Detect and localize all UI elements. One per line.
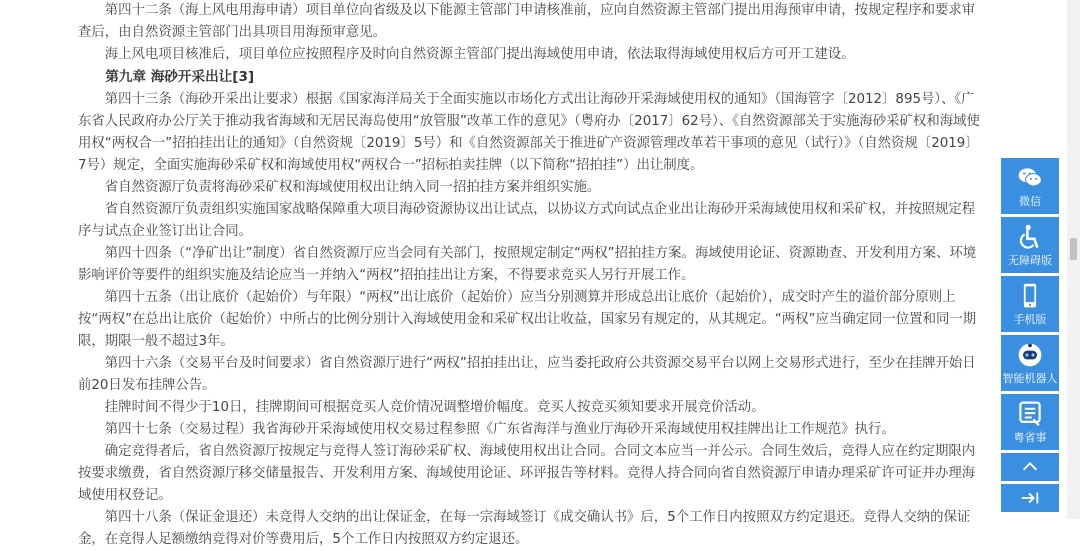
- side-toolbar: [1001, 158, 1059, 515]
- article-paragraph: 海上风电项目核准后，项目单位应按照程序及时向自然资源主管部门提出海域使用申请，依法取得海域使用权后方可开工建设。: [104, 47, 855, 62]
- robot-button[interactable]: [1001, 335, 1059, 391]
- mobile-label: 手机版: [1013, 313, 1047, 326]
- article-paragraph: 第四十八条（保证金退还）未竞得人交纳的出让保证金，在每一宗海域签订《成交确认书》后，5个工作日内按照双方约定退还。竞得人交纳的保证金，在竞得人足额缴纳竞得对价等费用后，5个工作日内按照双方约定退还。: [78, 510, 971, 547]
- scrollbar[interactable]: [1067, 0, 1080, 519]
- arrow-right-bar-icon: [1019, 487, 1041, 509]
- wechat-icon: [1016, 164, 1044, 192]
- robot-icon: [1016, 341, 1044, 369]
- article-paragraph: 第四十七条（交易过程）我省海砂开采海域使用权交易过程参照《广东省海洋与渔业厅海砂开采海域使用权挂牌出让工作规范》执行。: [104, 422, 895, 437]
- yueshengshi-icon: [1016, 400, 1044, 428]
- accessibility-button[interactable]: [1001, 217, 1059, 273]
- scroll-top-button[interactable]: [1001, 453, 1059, 481]
- wechat-label: 微信: [1019, 195, 1041, 208]
- article-paragraph: 确定竞得者后，省自然资源厅按规定与竞得人签订海砂采矿权、海域使用权出让合同。合同文本应当一并公示。合同生效后，竞得人应在约定期限内按要求缴费，省自然资源厅移交储量报告、开发利用方案、海域使用论证、环评报告等材料。竞得人持合同向省自然资源厅申请办理采矿许可证并办理海域使用权登记。: [78, 444, 976, 503]
- robot-label: 智能机器人: [1002, 372, 1058, 385]
- accessibility-icon: [1016, 223, 1044, 251]
- yueshengshi-button[interactable]: [1001, 394, 1059, 450]
- wechat-button[interactable]: [1001, 158, 1059, 214]
- article-paragraph: 省自然资源厅负责组织实施国家战略保障重大项目海砂资源协议出让试点，以协议方式向试点企业出让海砂开采海域使用权和采矿权，并按照规定程序与试点企业签订出让合同。: [78, 202, 976, 239]
- yueshengshi-label: 粤省事: [1013, 431, 1047, 444]
- chevron-up-icon: [1019, 456, 1041, 478]
- article-body: [78, 0, 984, 551]
- article-paragraph: 第四十六条（交易平台及时间要求）省自然资源厅进行“两权”招拍挂出让，应当委托政府公共资源交易平台以网上交易形式进行，至少在挂牌开始日前20日发布挂牌公告。: [78, 356, 976, 393]
- mobile-button[interactable]: [1001, 276, 1059, 332]
- collapse-toolbar-button[interactable]: [1001, 484, 1059, 512]
- article-paragraph: 第四十四条（“净矿出让”制度）省自然资源厅应当会同有关部门，按照规定制定“两权”招拍挂方案。海域使用论证、资源勘查、开发利用方案、环境影响评价等要件的组织实施及结论应当一并纳入“两权”招拍挂出让方案，不得要求竞买人另行开展工作。: [78, 246, 977, 283]
- mobile-icon: [1016, 282, 1044, 310]
- chapter-heading: 第九章 海砂开采出让[3]: [105, 69, 255, 85]
- article-paragraph: 第四十三条（海砂开采出让要求）根据《国家海洋局关于全面实施以市场化方式出让海砂开采海域使用权的通知》（国海管字〔2012〕895号）、《广东省人民政府办公厅关于推动我省海域和无居民海岛使用“放管服”改革工作的意见》（粤府办〔2017〕62号）、《自然资源部关于实施海砂采矿权和海域使用权“两权合一”招拍挂出让的通知》（自然资规〔2019〕5号）和《自然资源部关于推进矿产资源管理改革若干事项的意见（试行）》（自然资规〔2019〕7号）规定，全面实施海砂采矿权和海域使用权“两权合一”招标拍卖挂牌（以下简称“招拍挂”）出让制度。: [78, 92, 980, 173]
- article-paragraph: 挂牌时间不得少于10日，挂牌期间可根据竞买人竞价情况调整增价幅度。竞买人按竞买须知要求开展竞价活动。: [104, 400, 765, 415]
- article-paragraph: 省自然资源厅负责将海砂采矿权和海域使用权出让纳入同一招拍挂方案并组织实施。: [104, 180, 601, 195]
- accessibility-label: 无障碍版: [1008, 254, 1052, 267]
- article-paragraph: 第四十二条（海上风电用海申请）项目单位向省级及以下能源主管部门申请核准前，应向自然资源主管部门提出用海预审申请，按规定程序和要求审查后，由自然资源主管部门出具项目用海预审意见。: [78, 3, 976, 40]
- article-paragraph: 第四十五条（出让底价（起始价）与年限）“两权”出让底价（起始价）应当分别测算并形成总出让底价（起始价），成交时产生的溢价部分原则上按“两权”在总出让底价（起始价）中所占的比例分别计入海域使用金和采矿权出让收益，国家另有规定的，从其规定。“两权”应当确定同一位置和同一期限，期限一般不超过3年。: [78, 290, 977, 349]
- scrollbar-thumb[interactable]: [1070, 238, 1077, 260]
